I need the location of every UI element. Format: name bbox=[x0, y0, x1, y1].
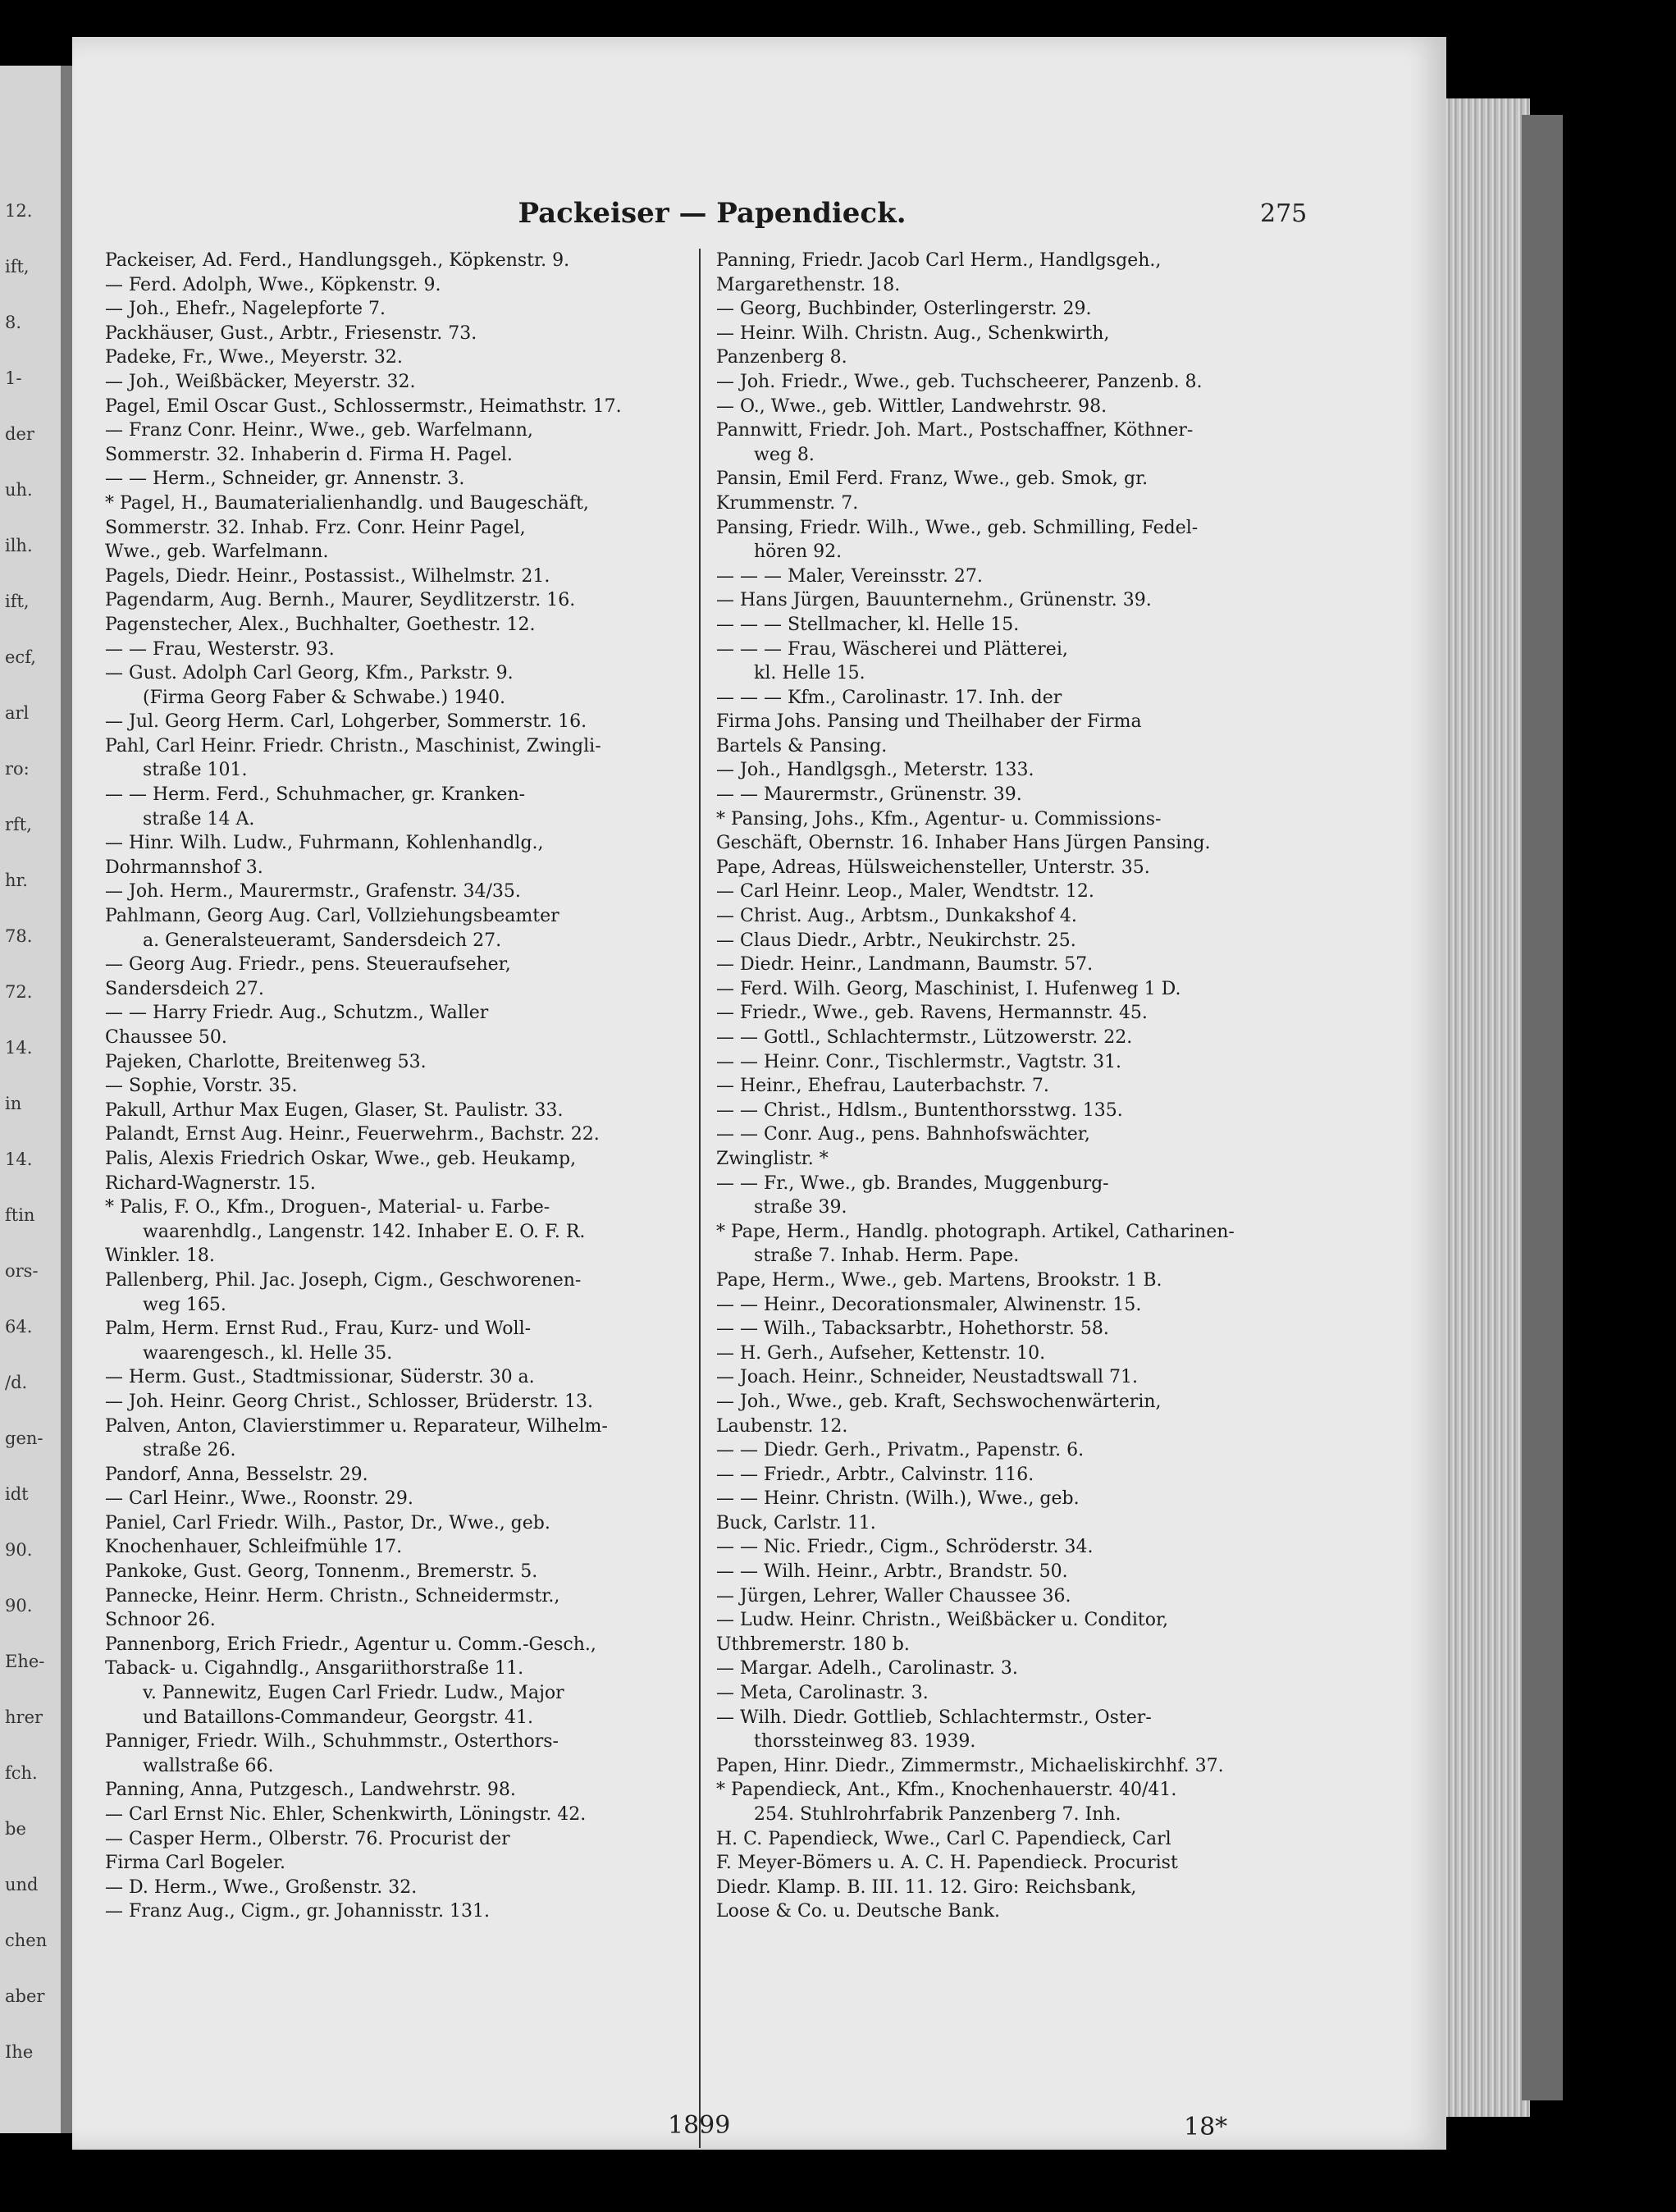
margin-fragment: ors- bbox=[5, 1261, 39, 1281]
margin-fragment: 72. bbox=[5, 982, 33, 1002]
directory-entry: Pansing, Friedr. Wilh., Wwe., geb. Schmilling, Fedel- bbox=[716, 517, 1199, 538]
margin-fragment: ift, bbox=[5, 592, 30, 611]
directory-entry: — — Gottl., Schlachtermstr., Lützowerstr. 22. bbox=[716, 1027, 1133, 1048]
directory-entry: Paniel, Carl Friedr. Wilh., Pastor, Dr., Wwe., geb. bbox=[105, 1512, 550, 1533]
margin-fragment: 78. bbox=[5, 926, 33, 946]
margin-fragment: Ihe bbox=[5, 2042, 34, 2062]
directory-entry: Pahl, Carl Heinr. Friedr. Christn., Maschinist, Zwingli- bbox=[105, 735, 601, 756]
directory-entry: * Pape, Herm., Handlg. photograph. Artikel, Catharinen- bbox=[716, 1221, 1235, 1242]
left-column bbox=[105, 249, 737, 1924]
directory-entry: waarengesch., kl. Helle 35. bbox=[143, 1342, 393, 1364]
directory-entry: — — Herm., Schneider, gr. Annenstr. 3. bbox=[105, 468, 465, 490]
column-divider bbox=[699, 249, 701, 2148]
directory-entry: — — — Maler, Vereinsstr. 27. bbox=[716, 565, 983, 587]
directory-entry: — Georg, Buchbinder, Osterlingerstr. 29. bbox=[716, 299, 1092, 320]
margin-fragment: ftin bbox=[5, 1205, 35, 1225]
directory-entry: straße 7. Inhab. Herm. Pape. bbox=[754, 1245, 1020, 1267]
directory-entry: Krummenstr. 7. bbox=[716, 492, 859, 514]
directory-entry: — Carl Ernst Nic. Ehler, Schenkwirth, Löningstr. 42. bbox=[105, 1804, 587, 1825]
directory-entry: waarenhdlg., Langenstr. 142. Inhaber E. O. F. R. bbox=[143, 1221, 586, 1242]
directory-entry: Panning, Anna, Putzgesch., Landwehrstr. 98. bbox=[105, 1780, 516, 1801]
directory-entry: Bartels & Pansing. bbox=[716, 735, 888, 756]
directory-entry: Wwe., geb. Warfelmann. bbox=[105, 542, 329, 563]
directory-entry: Firma Johs. Pansing und Theilhaber der Firma bbox=[716, 711, 1142, 733]
directory-entry: — — Fr., Wwe., gb. Brandes, Muggenburg- bbox=[716, 1172, 1109, 1194]
margin-fragment: Ehe- bbox=[5, 1652, 45, 1671]
margin-fragment: 12. bbox=[5, 201, 33, 221]
directory-entry: — Joh., Handlgsgh., Meterstr. 133. bbox=[716, 760, 1034, 781]
directory-entry: Pape, Herm., Wwe., geb. Martens, Brookstr. 1 B. bbox=[716, 1269, 1162, 1291]
directory-entry: Pajeken, Charlotte, Breitenweg 53. bbox=[105, 1051, 427, 1072]
page-number: 275 bbox=[1260, 199, 1308, 228]
directory-entry: — — Heinr. Christn. (Wilh.), Wwe., geb. bbox=[716, 1488, 1080, 1510]
directory-entry: kl. Helle 15. bbox=[754, 663, 865, 684]
margin-fragment: 8. bbox=[5, 313, 22, 332]
directory-entry: — Georg Aug. Friedr., pens. Steueraufseher, bbox=[105, 954, 511, 976]
directory-entry: Pannecke, Heinr. Herm. Christn., Schneidermstr., bbox=[105, 1585, 560, 1606]
directory-entry: Palm, Herm. Ernst Rud., Frau, Kurz- und Woll- bbox=[105, 1319, 532, 1340]
directory-entry: — Joh. Herm., Maurermstr., Grafenstr. 34/35. bbox=[105, 881, 521, 903]
directory-entry: Pandorf, Anna, Besselstr. 29. bbox=[105, 1464, 368, 1485]
directory-entry: — — — Stellmacher, kl. Helle 15. bbox=[716, 614, 1020, 635]
directory-entry: — — Herm. Ferd., Schuhmacher, gr. Kranken- bbox=[105, 784, 526, 806]
directory-entry: — Friedr., Wwe., geb. Ravens, Hermannstr. 45. bbox=[716, 1003, 1148, 1024]
margin-fragment: 1- bbox=[5, 368, 22, 388]
directory-entry: Palis, Alexis Friedrich Oskar, Wwe., geb. Heukamp, bbox=[105, 1148, 577, 1169]
directory-entry: — — — Frau, Wäscherei und Plätterei, bbox=[716, 638, 1068, 660]
directory-entry: — Joh., Weißbäcker, Meyerstr. 32. bbox=[105, 371, 416, 392]
directory-entry: — Sophie, Vorstr. 35. bbox=[105, 1076, 298, 1097]
directory-entry: Pape, Adreas, Hülsweichensteller, Unterstr. 35. bbox=[716, 857, 1150, 878]
directory-page bbox=[72, 37, 1446, 2150]
margin-fragment: ift, bbox=[5, 257, 30, 276]
directory-entry: — — Nic. Friedr., Cigm., Schröderstr. 34. bbox=[716, 1537, 1094, 1558]
directory-entry: Zwinglistr. * bbox=[716, 1148, 829, 1169]
margin-fragment: uh. bbox=[5, 480, 33, 500]
directory-entry: — Heinr. Wilh. Christn. Aug., Schenkwirth, bbox=[716, 322, 1110, 344]
directory-entry: F. Meyer-Bömers u. A. C. H. Papendieck. Procurist bbox=[716, 1853, 1178, 1874]
directory-entry: wallstraße 66. bbox=[143, 1755, 274, 1776]
directory-entry: Palandt, Ernst Aug. Heinr., Feuerwehrm., Bachstr. 22. bbox=[105, 1124, 600, 1145]
margin-fragment: 90. bbox=[5, 1596, 33, 1616]
directory-entry: weg 8. bbox=[754, 444, 815, 465]
margin-fragment: gen- bbox=[5, 1428, 43, 1448]
margin-fragment: chen bbox=[5, 1931, 48, 1950]
directory-entry: Sommerstr. 32. Inhaberin d. Firma H. Pagel. bbox=[105, 444, 513, 465]
directory-entry: — Carl Heinr. Leop., Maler, Wendtstr. 12. bbox=[716, 881, 1094, 903]
directory-entry: straße 26. bbox=[143, 1440, 236, 1461]
page-header: Packeiser — Papendieck. bbox=[518, 197, 907, 230]
directory-entry: — Franz Aug., Cigm., gr. Johannisstr. 131. bbox=[105, 1901, 490, 1922]
directory-entry: — Christ. Aug., Arbtsm., Dunkakshof 4. bbox=[716, 906, 1077, 927]
directory-entry: Pakull, Arthur Max Eugen, Glaser, St. Paulistr. 33. bbox=[105, 1099, 564, 1121]
margin-fragment: idt bbox=[5, 1484, 29, 1504]
directory-entry: Pannwitt, Friedr. Joh. Mart., Postschaffner, Köthner- bbox=[716, 420, 1194, 441]
directory-entry: Packeiser, Ad. Ferd., Handlungsgeh., Köpkenstr. 9. bbox=[105, 250, 570, 271]
margin-fragment: 64. bbox=[5, 1317, 33, 1337]
margin-fragment: 14. bbox=[5, 1149, 33, 1169]
footer-signature: 18* bbox=[1184, 2113, 1228, 2141]
directory-entry: Dohrmannshof 3. bbox=[105, 857, 263, 878]
margin-fragment: und bbox=[5, 1875, 39, 1894]
margin-fragment: ro: bbox=[5, 759, 30, 779]
directory-entry: Diedr. Klamp. B. III. 11. 12. Giro: Reichsbank, bbox=[716, 1876, 1137, 1898]
directory-entry: H. C. Papendieck, Wwe., Carl C. Papendieck, Carl bbox=[716, 1828, 1171, 1849]
directory-entry: — — Wilh. Heinr., Arbtr., Brandstr. 50. bbox=[716, 1561, 1068, 1583]
directory-entry: Papen, Hinr. Diedr., Zimmermstr., Michaeliskirchhf. 37. bbox=[716, 1755, 1224, 1776]
directory-entry: — Herm. Gust., Stadtmissionar, Süderstr. 30 a. bbox=[105, 1367, 535, 1388]
directory-entry: — Ferd. Adolph, Wwe., Köpkenstr. 9. bbox=[105, 274, 441, 295]
margin-fragment: aber bbox=[5, 1986, 45, 2006]
directory-entry: * Pagel, H., Baumaterialienhandlg. und Baugeschäft, bbox=[105, 492, 589, 514]
directory-entry: — Ferd. Wilh. Georg, Maschinist, I. Hufenweg 1 D. bbox=[716, 978, 1181, 999]
directory-entry: Pankoke, Gust. Georg, Tonnenm., Bremerstr. 5. bbox=[105, 1561, 538, 1583]
footer-year: 1899 bbox=[668, 2111, 731, 2140]
right-column bbox=[716, 249, 1364, 1924]
directory-entry: Panniger, Friedr. Wilh., Schuhmmstr., Osterthors- bbox=[105, 1731, 559, 1753]
directory-entry: — Heinr., Ehefrau, Lauterbachstr. 7. bbox=[716, 1076, 1049, 1097]
directory-entry: — — — Kfm., Carolinastr. 17. Inh. der bbox=[716, 687, 1062, 708]
directory-entry: Taback- u. Cigahndlg., Ansgariithorstraße 11. bbox=[105, 1658, 524, 1680]
directory-entry: — — Maurermstr., Grünenstr. 39. bbox=[716, 784, 1022, 806]
directory-entry: — H. Gerh., Aufseher, Kettenstr. 10. bbox=[716, 1342, 1046, 1364]
directory-entry: Pahlmann, Georg Aug. Carl, Vollziehungsbeamter bbox=[105, 906, 559, 927]
directory-entry: Loose & Co. u. Deutsche Bank. bbox=[716, 1901, 1001, 1922]
directory-entry: Schnoor 26. bbox=[105, 1610, 216, 1631]
book-cover-edge bbox=[1522, 115, 1563, 2100]
directory-entry: — Joh., Wwe., geb. Kraft, Sechswochenwärterin, bbox=[716, 1391, 1162, 1412]
directory-entry: straße 14 A. bbox=[143, 808, 255, 830]
directory-entry: Padeke, Fr., Wwe., Meyerstr. 32. bbox=[105, 347, 403, 368]
directory-entry: * Papendieck, Ant., Kfm., Knochenhauerstr. 40/41. bbox=[716, 1780, 1177, 1801]
directory-entry: — — Christ., Hdlsm., Buntenthorsstwg. 135. bbox=[716, 1099, 1123, 1121]
directory-entry: thorssteinweg 83. 1939. bbox=[754, 1731, 976, 1753]
directory-entry: Pagenstecher, Alex., Buchhalter, Goethestr. 12. bbox=[105, 614, 536, 635]
directory-entry: — — Frau, Westerstr. 93. bbox=[105, 638, 335, 660]
directory-entry: Pannenborg, Erich Friedr., Agentur u. Comm.-Gesch., bbox=[105, 1634, 596, 1655]
directory-entry: * Pansing, Johs., Kfm., Agentur- u. Commissions- bbox=[716, 808, 1162, 830]
directory-entry: Pallenberg, Phil. Jac. Joseph, Cigm., Geschworenen- bbox=[105, 1269, 582, 1291]
directory-entry: Winkler. 18. bbox=[105, 1245, 215, 1267]
directory-entry: Knochenhauer, Schleifmühle 17. bbox=[105, 1537, 403, 1558]
directory-entry: — Casper Herm., Olberstr. 76. Procurist der bbox=[105, 1828, 510, 1849]
directory-entry: — Carl Heinr., Wwe., Roonstr. 29. bbox=[105, 1488, 413, 1510]
directory-entry: straße 39. bbox=[754, 1197, 847, 1218]
directory-entry: — Wilh. Diedr. Gottlieb, Schlachtermstr., Oster- bbox=[716, 1707, 1152, 1728]
book-gutter bbox=[61, 66, 72, 2133]
directory-entry: — D. Herm., Wwe., Großenstr. 32. bbox=[105, 1876, 418, 1898]
adjacent-page-edge bbox=[0, 66, 72, 2133]
directory-entry: Palven, Anton, Clavierstimmer u. Reparateur, Wilhelm- bbox=[105, 1415, 608, 1437]
directory-entry: Pagels, Diedr. Heinr., Postassist., Wilhelmstr. 21. bbox=[105, 565, 550, 587]
directory-entry: Geschäft, Obernstr. 16. Inhaber Hans Jürgen Pansing. bbox=[716, 833, 1211, 854]
margin-fragment: ecf, bbox=[5, 647, 36, 667]
directory-entry: Chaussee 50. bbox=[105, 1027, 227, 1048]
directory-entry: — Gust. Adolph Carl Georg, Kfm., Parkstr. 9. bbox=[105, 663, 514, 684]
directory-entry: hören 92. bbox=[754, 542, 843, 563]
directory-entry: — — Diedr. Gerh., Privatm., Papenstr. 6. bbox=[716, 1440, 1085, 1461]
directory-entry: Laubenstr. 12. bbox=[716, 1415, 848, 1437]
directory-entry: Sommerstr. 32. Inhab. Frz. Conr. Heinr Pagel, bbox=[105, 517, 526, 538]
directory-entry: — Ludw. Heinr. Christn., Weißbäcker u. Conditor, bbox=[716, 1610, 1169, 1631]
directory-entry: Margarethenstr. 18. bbox=[716, 274, 901, 295]
directory-entry: Packhäuser, Gust., Arbtr., Friesenstr. 73. bbox=[105, 322, 477, 344]
directory-entry: straße 101. bbox=[143, 760, 248, 781]
directory-entry: v. Pannewitz, Eugen Carl Friedr. Ludw., Major bbox=[143, 1683, 564, 1704]
directory-entry: Pagel, Emil Oscar Gust., Schlossermstr., Heimathstr. 17. bbox=[105, 395, 622, 417]
directory-entry: Buck, Carlstr. 11. bbox=[716, 1512, 876, 1533]
directory-entry: 254. Stuhlrohrfabrik Panzenberg 7. Inh. bbox=[754, 1804, 1121, 1825]
directory-entry: — — Conr. Aug., pens. Bahnhofswächter, bbox=[716, 1124, 1090, 1145]
directory-entry: Panzenberg 8. bbox=[716, 347, 847, 368]
directory-entry: — Diedr. Heinr., Landmann, Baumstr. 57. bbox=[716, 954, 1094, 976]
directory-entry: — — Heinr., Decorationsmaler, Alwinenstr. 15. bbox=[716, 1294, 1142, 1315]
margin-fragment: hrer bbox=[5, 1707, 43, 1727]
margin-fragment: /d. bbox=[5, 1373, 28, 1392]
directory-entry: Panning, Friedr. Jacob Carl Herm., Handlgsgeh., bbox=[716, 250, 1162, 271]
directory-entry: — Hinr. Wilh. Ludw., Fuhrmann, Kohlenhandlg., bbox=[105, 833, 544, 854]
directory-entry: — Margar. Adelh., Carolinastr. 3. bbox=[716, 1658, 1018, 1680]
directory-entry: (Firma Georg Faber & Schwabe.) 1940. bbox=[143, 687, 506, 708]
directory-entry: a. Generalsteueramt, Sandersdeich 27. bbox=[143, 930, 502, 951]
directory-entry: — Jul. Georg Herm. Carl, Lohgerber, Sommerstr. 16. bbox=[105, 711, 587, 733]
margin-fragment: fch. bbox=[5, 1763, 38, 1783]
directory-entry: Pansin, Emil Ferd. Franz, Wwe., geb. Smok, gr. bbox=[716, 468, 1149, 490]
directory-entry: — Jürgen, Lehrer, Waller Chaussee 36. bbox=[716, 1585, 1071, 1606]
directory-entry: und Bataillons-Commandeur, Georgstr. 41. bbox=[143, 1707, 533, 1728]
margin-fragment: in bbox=[5, 1094, 22, 1113]
directory-entry: — Meta, Carolinastr. 3. bbox=[716, 1683, 929, 1704]
margin-fragment: 90. bbox=[5, 1540, 33, 1560]
margin-fragment: ilh. bbox=[5, 536, 33, 555]
directory-entry: — O., Wwe., geb. Wittler, Landwehrstr. 98. bbox=[716, 395, 1107, 417]
directory-entry: Richard-Wagnerstr. 15. bbox=[105, 1172, 316, 1194]
directory-entry: — Joach. Heinr., Schneider, Neustadtswall 71. bbox=[716, 1367, 1139, 1388]
directory-entry: Sandersdeich 27. bbox=[105, 978, 264, 999]
margin-fragment: hr. bbox=[5, 871, 28, 890]
directory-entry: Pagendarm, Aug. Bernh., Maurer, Seydlitzerstr. 16. bbox=[105, 590, 576, 611]
directory-entry: — — Harry Friedr. Aug., Schutzm., Waller bbox=[105, 1003, 489, 1024]
directory-entry: — Joh. Friedr., Wwe., geb. Tuchscheerer, Panzenb. 8. bbox=[716, 371, 1203, 392]
directory-entry: — Hans Jürgen, Bauunternehm., Grünenstr. 39. bbox=[716, 590, 1152, 611]
directory-entry: — Claus Diedr., Arbtr., Neukirchstr. 25. bbox=[716, 930, 1076, 951]
directory-entry: — — Friedr., Arbtr., Calvinstr. 116. bbox=[716, 1464, 1034, 1485]
directory-entry: Firma Carl Bogeler. bbox=[105, 1853, 285, 1874]
margin-fragment: be bbox=[5, 1819, 26, 1839]
directory-entry: — Joh. Heinr. Georg Christ., Schlosser, Brüderstr. 13. bbox=[105, 1391, 594, 1412]
margin-fragment: der bbox=[5, 424, 34, 444]
margin-fragment: rft, bbox=[5, 815, 32, 834]
margin-fragment: arl bbox=[5, 703, 30, 723]
directory-entry: weg 165. bbox=[143, 1294, 226, 1315]
directory-entry: * Palis, F. O., Kfm., Droguen-, Material- u. Farbe- bbox=[105, 1197, 550, 1218]
directory-entry: — — Heinr. Conr., Tischlermstr., Vagtstr. 31. bbox=[716, 1051, 1122, 1072]
directory-entry: — Franz Conr. Heinr., Wwe., geb. Warfelmann, bbox=[105, 420, 533, 441]
page-edges-stack bbox=[1432, 98, 1530, 2117]
directory-entry: — — Wilh., Tabacksarbtr., Hohethorstr. 58. bbox=[716, 1319, 1109, 1340]
margin-fragment: 14. bbox=[5, 1038, 33, 1058]
directory-entry: Uthbremerstr. 180 b. bbox=[716, 1634, 910, 1655]
directory-entry: — Joh., Ehefr., Nagelepforte 7. bbox=[105, 299, 386, 320]
